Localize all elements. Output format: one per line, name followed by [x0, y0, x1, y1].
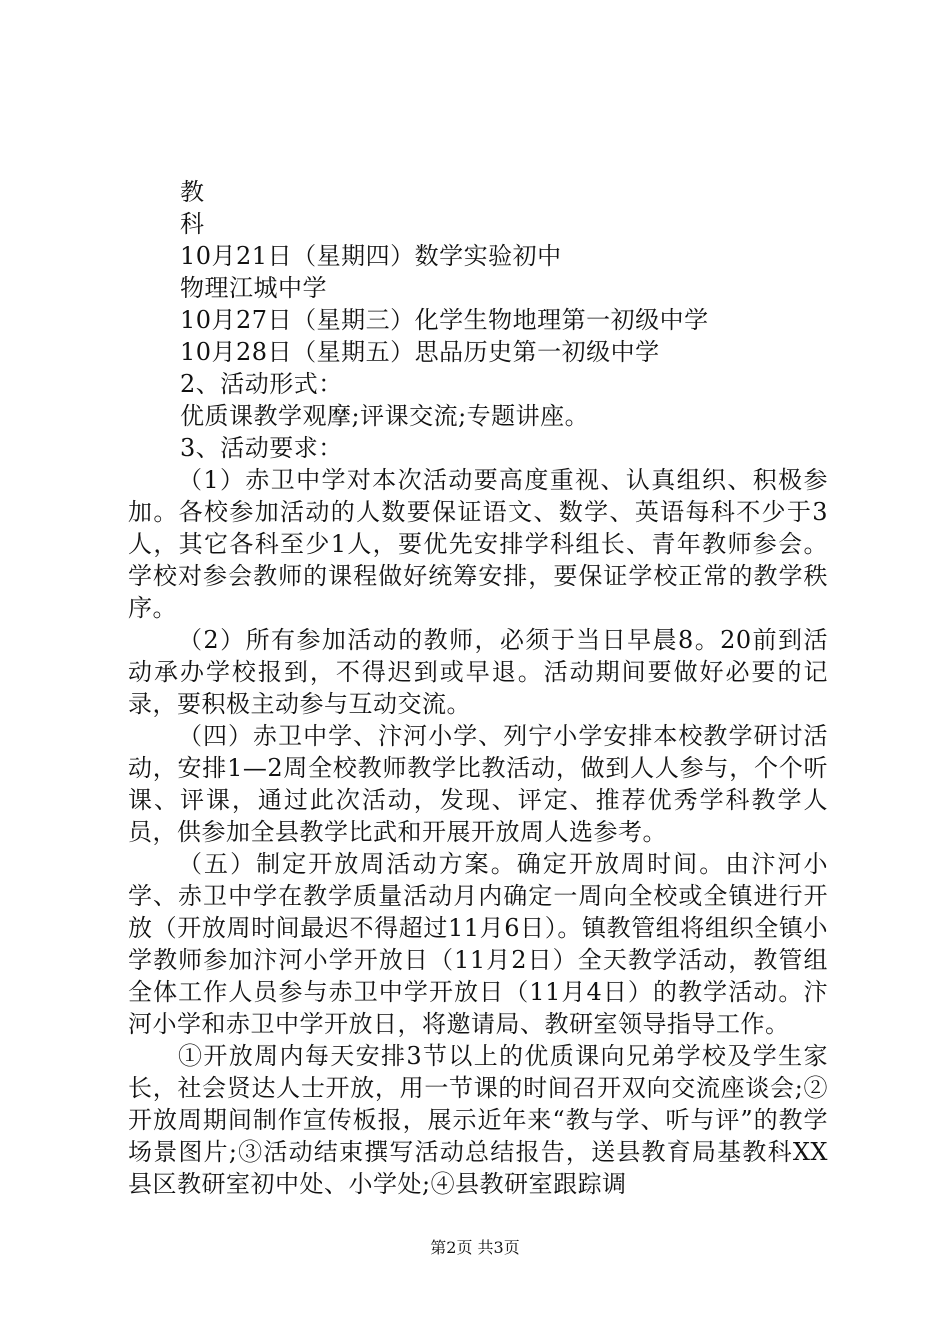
schedule-line: 物理江城中学 [180, 274, 327, 302]
text-line: 优质课教学观摩;评课交流;专题讲座。 [180, 402, 590, 430]
paragraph-section-4: （四）赤卫中学、汴河小学、列宁小学安排本校教学研讨活动，安排1—2周全校教师教学比教活动，做到人人参与，个个听课、评课，通过此次活动，发现、评定、推荐优秀学科教学人员，供参加全县教学比武和开展开放周人选参考。 [128, 722, 828, 846]
paragraph-requirement-2: （2）所有参加活动的教师，必须于当日早晨8。20前到活动承办学校报到，不得迟到或早退。活动期间要做好必要的记录，要积极主动参与互动交流。 [128, 626, 828, 718]
paragraph-open-week-items: ①开放周内每天安排3节以上的优质课向兄弟学校及学生家长，社会贤达人士开放，用一节课的时间召开双向交流座谈会;②开放周期间制作宣传板报，展示近年来“教与学、听与评”的教学场景图片;③活动结束撰写活动总结报告，送县教育局基教科XX县区教研室初中处、小学处;④县教研室跟踪调 [128, 1042, 828, 1198]
page-footer: 第2页 共3页 [430, 1238, 520, 1257]
paragraph-requirement-1: （1）赤卫中学对本次活动要高度重视、认真组织、积极参加。各校参加活动的人数要保证语文、数学、英语每科不少于3人，其它各科至少1人，要优先安排学科组长、青年教师参会。学校对参会教师的课程做好统筹安排，要保证学校正常的教学秩序。 [128, 466, 828, 622]
text-line: 科 [180, 210, 205, 238]
text-line: 教 [180, 178, 205, 206]
section-heading: 2、活动形式： [180, 370, 343, 398]
schedule-line: 10月28日（星期五）思品历史第一初级中学 [180, 338, 660, 366]
schedule-line: 10月27日（星期三）化学生物地理第一初级中学 [180, 306, 709, 334]
schedule-line: 10月21日（星期四）数学实验初中 [180, 242, 562, 270]
paragraph-section-5: （五）制定开放周活动方案。确定开放周时间。由汴河小学、赤卫中学在教学质量活动月内确定一周向全校或全镇进行开放（开放周时间最迟不得超过11月6日）。镇教管组将组织全镇小学教师参加汴河小学开放日（11月2日）全天教学活动，教管组全体工作人员参与赤卫中学开放日（11月4日）的教学活动。汴河小学和赤卫中学开放日，将邀请局、教研室领导指导工作。 [128, 850, 828, 1038]
section-heading: 3、活动要求： [180, 434, 343, 462]
